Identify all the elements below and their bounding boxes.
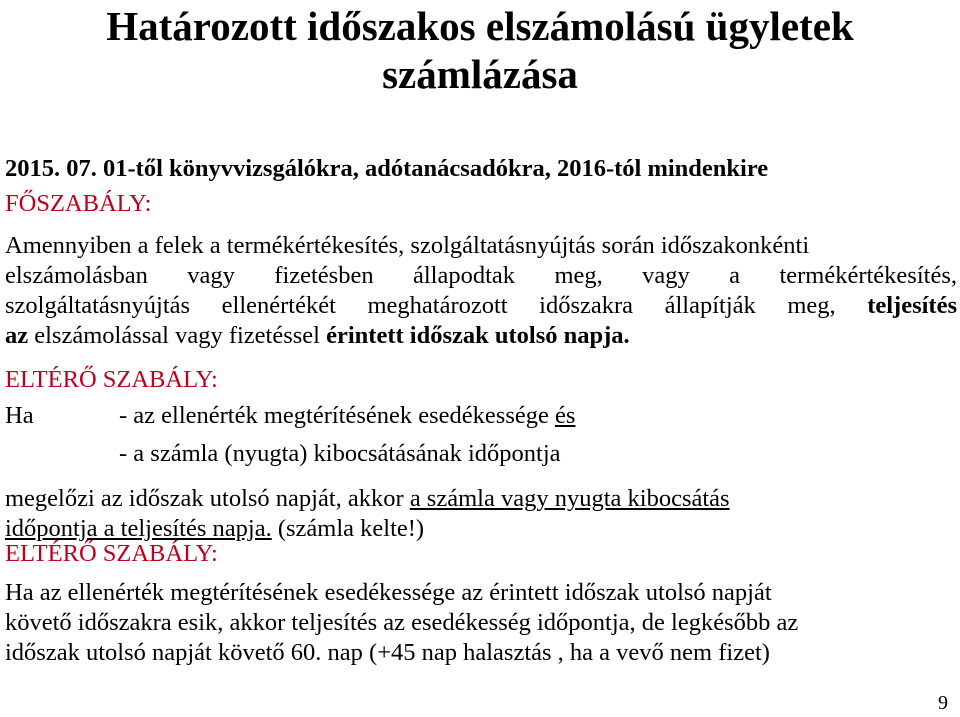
subtitle-block [5, 154, 957, 184]
exception-1-line-2-underlined: időpontja a teljesítés napja. [5, 515, 272, 542]
slide-title [0, 2, 960, 98]
main-rule-line-2: elszámolásban vagy fizetésben állapodtak meg, vagy a termékértékesítés, [5, 262, 957, 289]
exception-1-section [5, 365, 957, 544]
condition-1-text [119, 401, 575, 431]
main-rule-line-4 [5, 321, 957, 351]
main-rule-line-4-normal: elszámolással vagy fizetéssel [34, 322, 320, 349]
exception-1-condition-1 [5, 401, 957, 435]
condition-2-text: - a számla (nyugta) kibocsátásának időpontja [119, 440, 561, 467]
main-rule-heading: FŐSZABÁLY: [5, 190, 152, 217]
exception-2-section [5, 539, 957, 668]
exception-1-line-2-normal: (számla kelte!) [277, 515, 425, 542]
exception-1-line-1 [5, 484, 957, 514]
condition-1-and: és [555, 402, 576, 429]
main-rule-line-3 [5, 291, 957, 321]
exception-2-heading: ELTÉRŐ SZABÁLY: [5, 540, 218, 567]
main-rule-line-4-bold-start: az [5, 322, 29, 349]
page-number: 9 [938, 692, 948, 714]
condition-1-main: - az ellenérték megtérítésének esedékessége [119, 402, 549, 429]
main-rule-section [5, 189, 957, 351]
ha-label: Ha [5, 402, 34, 429]
exception-1-line-1-normal: megelőzi az időszak utolsó napját, akkor [5, 485, 404, 512]
main-rule-line-4-bold-end: érintett időszak utolsó napja. [326, 322, 630, 349]
subtitle: 2015. 07. 01-től könyvvizsgálókra, adótanácsadókra, 2016-tól mindenkire [5, 155, 769, 182]
exception-1-condition-2 [5, 439, 957, 473]
main-rule-line-1: Amennyiben a felek a termékértékesítés, szolgáltatásnyújtás során időszakonkénti [5, 232, 810, 259]
title-line-2: számlázása [382, 51, 578, 97]
exception-1-line-1-underlined: a számla vagy nyugta kibocsátás [409, 485, 730, 512]
main-rule-line-3-normal: szolgáltatásnyújtás ellenértékét meghatározott időszakra állapítják meg, [5, 292, 836, 319]
exception-1-heading: ELTÉRŐ SZABÁLY: [5, 366, 218, 393]
title-line-1: Határozott időszakos elszámolású ügyletek [106, 3, 854, 49]
exception-2-line-1: Ha az ellenérték megtérítésének esedékessége az érintett időszak utolsó napját [5, 579, 772, 606]
main-rule-line-3-bold: teljesítés [867, 292, 958, 319]
exception-2-line-3: időszak utolsó napját követő 60. nap (+45 nap halasztás , ha a vevő nem fizet) [5, 639, 770, 666]
exception-2-line-2: követő időszakra esik, akkor teljesítés az esedékesség időpontja, de legkésőbb az [5, 609, 799, 636]
